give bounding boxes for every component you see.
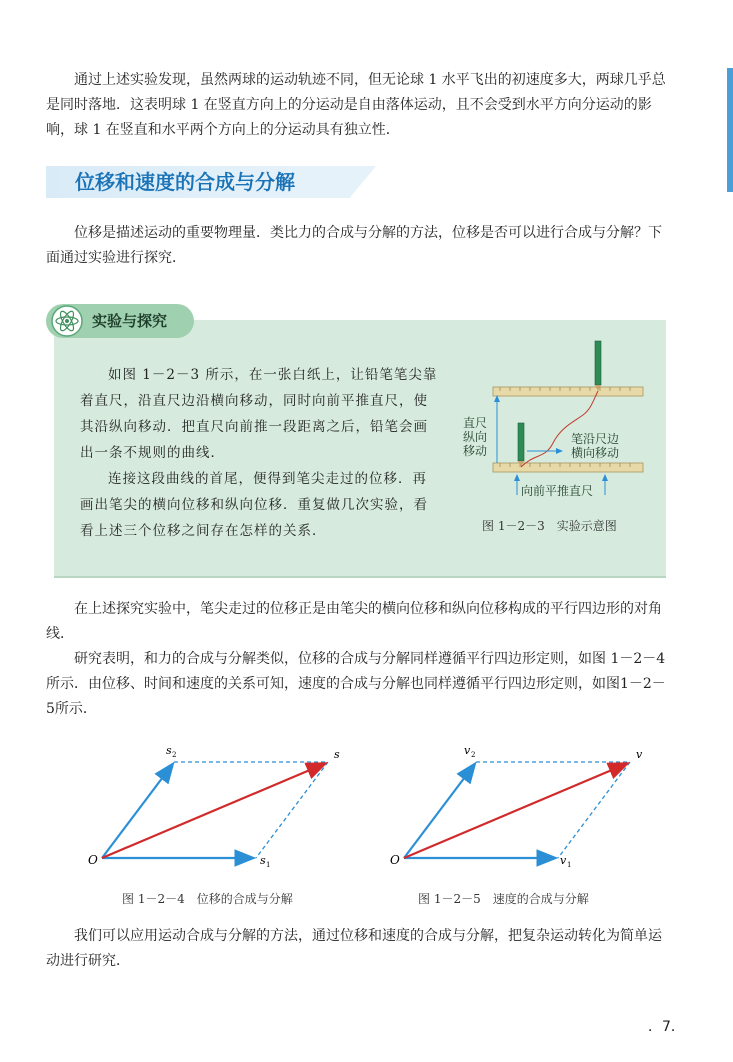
figure-velocity: [382, 740, 652, 880]
s2-sub: 2: [172, 751, 177, 759]
label-pen-1: 笔沿尺边: [571, 432, 620, 446]
intro-paragraph: 通过上述实验发现，虽然两球的运动轨迹不同，但无论球 1 水平飞出的初速度多大，两球几乎总是同时落地．这表明球 1 在竖直方向上的分运动是自由落体运动，且不会受到水平方向分运动的影响，球 1 在竖直和水平两个方向上的分运动具有独立性．: [46, 72, 666, 138]
v-label: v: [636, 748, 643, 761]
v2-label: v: [464, 744, 471, 757]
ruler-bottom: [493, 463, 643, 472]
vector-s: [102, 764, 324, 858]
figure-displacement: [80, 740, 350, 880]
origin-label: O: [88, 853, 98, 867]
label-ruler-3: 移动: [463, 444, 488, 458]
s2-label: s: [166, 744, 172, 757]
v2-sub: 2: [471, 751, 476, 759]
s1-sub: 1: [266, 861, 271, 869]
paragraph-research: 研究表明，和力的合成与分解类似，位移的合成与分解同样遵循平行四边形定则，如图 1－2－4 所示．由位移、时间和速度的关系可知，速度的合成与分解也同样遵循平行四边形定则，如图1－2－5所示．: [46, 651, 666, 717]
vector-v: [404, 764, 626, 858]
v1-sub: 1: [567, 861, 572, 869]
pencil-bottom: [518, 423, 524, 461]
pencil-top: [595, 341, 601, 385]
v1-label: v: [560, 854, 567, 867]
label-ruler-2: 纵向: [463, 430, 488, 444]
s1-label: s: [260, 854, 266, 867]
atom-icon: [48, 304, 86, 338]
chapter-tab-bar: [727, 68, 733, 192]
section-intro-paragraph: 位移是描述运动的重要物理量．类比力的合成与分解的方法，位移是否可以进行合成与分解？下面通过实验进行探究．: [46, 225, 662, 266]
origin-label: O: [390, 853, 400, 867]
figure-1-2-4-caption: 图 1－2－4 位移的合成与分解: [122, 892, 293, 906]
s-label: s: [334, 748, 340, 761]
experiment-label: 实验与探究: [92, 312, 168, 330]
closing-paragraph: 我们可以应用运动合成与分解的方法，通过位移和速度的合成与分解，把复杂运动转化为简单运动进行研究．: [46, 928, 662, 969]
label-pen-2: 横向移动: [571, 446, 620, 460]
figure-1-2-3-caption: 图 1－2－3 实验示意图: [482, 519, 617, 533]
experiment-paragraph-1: 如图 1－2－3 所示，在一张白纸上，让铅笔笔尖靠着直尺，沿直尺边沿横向移动，同时向前平推直尺，使其沿纵向移动．把直尺向前推一段距离之后，铅笔会画出一条不规则的曲线．: [80, 367, 438, 461]
page-number: ．7．: [648, 1019, 685, 1035]
ruler-top: [493, 387, 643, 396]
label-push: 向前平推直尺: [521, 484, 594, 498]
label-ruler-1: 直尺: [463, 416, 488, 430]
experiment-diagram: [455, 335, 655, 505]
experiment-paragraph-2: 连接这段曲线的首尾，便得到笔尖走过的位移．再画出笔尖的横向位移和纵向位移．重复做几次实验，看看上述三个位移之间存在怎样的关系．: [80, 471, 428, 539]
chapter-tab-text: [726, 200, 733, 320]
paragraph-after-experiment: 在上述探究实验中，笔尖走过的位移正是由笔尖的横向位移和纵向位移构成的平行四边形的对角线．: [46, 601, 662, 642]
section-title: 位移和速度的合成与分解: [75, 170, 295, 194]
figure-1-2-5-caption: 图 1－2－5 速度的合成与分解: [418, 892, 589, 906]
